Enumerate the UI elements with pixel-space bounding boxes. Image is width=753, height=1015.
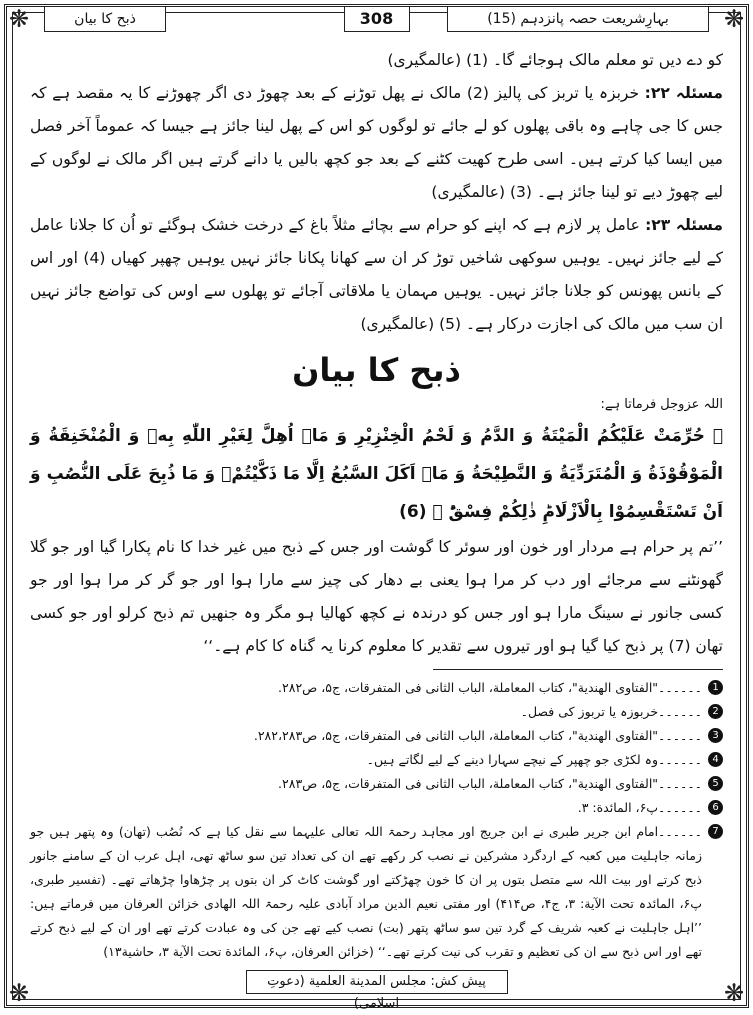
corner-ornament-icon: ❋ <box>8 979 30 1007</box>
book-title: بہارِشریعت حصہ پانزدہم (15) <box>447 6 709 32</box>
corner-ornament-icon: ❋ <box>723 5 745 33</box>
footnote-number: 4 <box>708 752 723 767</box>
footnotes <box>30 676 723 964</box>
footnote-text: ۔۔۔۔۔۔"الفتاوی الھندیة"، کتاب المعاملة، الباب الثانی فی المتفرقات، ج۵، ص۲۸۲. <box>278 680 702 695</box>
masala-22 <box>30 77 723 209</box>
corner-ornament-icon: ❋ <box>723 979 745 1007</box>
footnote <box>30 724 723 748</box>
masala-label: مسئلہ ۲۲: <box>644 84 723 102</box>
page-footer: پیش کش: مجلس المدینة العلمیة (دعوتِ اسلامی) <box>246 970 508 994</box>
footnote-text: ۔۔۔۔۔۔وہ لکڑی جو چھپر کے نیچے سہارا دینے کے لیے لگاتے ہیں۔ <box>366 752 702 767</box>
masala-label: مسئلہ ۲۳: <box>645 216 723 234</box>
footnote-text: ۔۔۔۔۔۔امام ابن جریر طبری نے ابن جریج اور مجاہد رحمۃ اللہ تعالی علیہما سے نقل کیا ہے کہ نُصُب (تھان) وہ پتھر ہیں جو زمانہ جاہلیت میں کعبہ کے اردگرد مشرکین نے نصب کر رکھے تھے ان کی تعداد تین سو ساٹھ تھی، اہل عرب ان کے سامنے جانور ذبح کرتے اور بیت اللہ سے متصل بتوں پر ان کا خون چھڑکتے اور گوشت کاٹ کر ان بتوں پر چڑھاوا چڑھاتے تھے۔ (تفسیر طبری، پ۶، المائدہ تحت الآیة: ۳، ج۴، ص۴۱۴) اور مفتی نعیم الدین مراد آبادی علیہ رحمۃ اللہ الھادی خزائن العرفان میں فرماتے ہیں: ’’اہل جاہلیت نے کعبہ شریف کے گرد تین سو ساٹھ پتھر (بت) نصب کیے تھے جن کی وہ عبادت کرتے تھے اور ان کے لیے ذبح کرتے تھے اور اس ذبح سے ان کی تعظیم و تقرب کی نیت کرتے تھے۔‘‘ (خزائن العرفان، پ۶، المائدة تحت الآیة ۳، حاشیة۱۳) <box>30 824 702 959</box>
corner-ornament-icon: ❋ <box>8 5 30 33</box>
masala-text: عامل پر لازم ہے کہ اپنے کو حرام سے بچائے مثلاً باغ کے درخت خشک ہوگئے تو اُن کا جلانا عامل کے لیے جائز نہیں۔ یوہیں سوکھی شاخیں توڑ کر ان سے کھانا پکانا جائز نہیں یوہیں چھپر کھیاں (4) اور اس کے بانس پھونس کو جلانا جائز نہیں۔ یوہیں مہمان یا ملاقاتی آجائے تو پھلوں سے اوس کی تواضع جائز نہیں ان سب میں مالک کی اجازت درکار ہے۔ (5) (عالمگیری) <box>30 216 724 333</box>
page-number: 308 <box>344 6 410 32</box>
chapter-title: ذبح کا بیان <box>44 6 166 32</box>
footnote <box>30 748 723 772</box>
quran-verse: ﴿ حُرِّمَتْ عَلَیْكُمُ الْمَیْتَةُ وَ الدَّمُ وَ لَحْمُ الْخِنْزِیْرِ وَ مَاۤ اُهِلَّ لِغَیْرِ اللّٰهِ بِهٖ وَ الْمُنْخَنِقَةُ وَ الْمَوْقُوْذَةُ وَ الْمُتَرَدِّیَةُ وَ النَّطِیْحَةُ وَ مَاۤ اَكَلَ السَّبُعُ اِلَّا مَا ذَكَّیْتُمْ۫ وَ مَا ذُبِحَ عَلَى النُّصُبِ وَ اَنْ تَسْتَقْسِمُوْا بِالْاَزْلَامِؕ ذٰلِكُمْ فِسْقٌؕ ﴾ (6) <box>30 426 723 522</box>
footnote-text: ۔۔۔۔۔۔"الفتاوی الھندیة"، کتاب المعاملة، الباب الثانی فی المتفرقات، ج۵، ص۲۸۳. <box>278 776 702 791</box>
footnote <box>30 820 723 964</box>
footnote-text: ۔۔۔۔۔۔پ۶، المائدة: ۳. <box>577 800 702 815</box>
footnote-number: 2 <box>708 704 723 719</box>
footnote-number: 5 <box>708 776 723 791</box>
masala-23 <box>30 209 723 341</box>
section-heading: ذبح کا بیان <box>292 351 461 389</box>
intro-line: اللہ عزوجل فرماتا ہے: <box>600 397 723 412</box>
footnote <box>30 676 723 700</box>
footnote <box>30 796 723 820</box>
footnote-text: ۔۔۔۔۔۔"الفتاوی الھندیة"، کتاب المعاملة، الباب الثانی فی المتفرقات، ج۵، ص۲۸۲،۲۸۳. <box>253 728 702 743</box>
footnote <box>30 772 723 796</box>
footnote <box>30 700 723 724</box>
masala-text: خربزہ یا تربز کی پالیز (2) مالک نے پھل توڑنے کے بعد چھوڑ دی اگر چھوڑنے کا یہ مقصد ہے کہ جس کا جی چاہے وہ باقی پھلوں کو لے جائے تو لوگوں کو اس کے پھل لینا جائز ہے جیسا کہ عموماً آخر فصل میں ایسا کیا کرتے ہیں۔ اسی طرح کھیت کٹنے کے بعد جو کچھ بالیں یا دانے گرتے ہیں اگر مالک نے لوگوں کے لیے چھوڑ دیے تو لینا جائز ہے۔ (3) (عالمگیری) <box>30 84 723 201</box>
footnote-number: 3 <box>708 728 723 743</box>
page-header <box>44 6 709 32</box>
footnote-number: 7 <box>708 824 723 839</box>
footnote-number: 1 <box>708 680 723 695</box>
page-content <box>30 44 723 964</box>
footnote-text: ۔۔۔۔۔۔خربوزہ یا تربوز کی فصل۔ <box>520 704 702 719</box>
footnote-divider <box>433 669 723 670</box>
footnote-number: 6 <box>708 800 723 815</box>
verse-translation: ’’تم پر حرام ہے مردار اور خون اور سوئر کا گوشت اور جس کے ذبح میں غیر خدا کا نام پکارا گیا اور جو گلا گھونٹنے سے مرجائے اور دب کر مرا ہوا یعنی بے دھار کی چیز سے مارا ہوا اور جو گر کر مرا ہوا اور جو کسی جانور نے سینگ مارا ہو اور جس کو درندہ نے کچھ کھالیا ہو مگر وہ جنھیں تم ذبح کرلو اور جو کسی تھان (7) پر ذبح کیا گیا ہو اور تیروں سے تقدیر کا معلوم کرنا یہ گناہ کا کام ہے۔‘‘ <box>30 538 723 655</box>
paragraph-continuation: کو دے دیں تو معلم مالک ہوجائے گا۔ (1) (عالمگیری) <box>387 51 723 69</box>
